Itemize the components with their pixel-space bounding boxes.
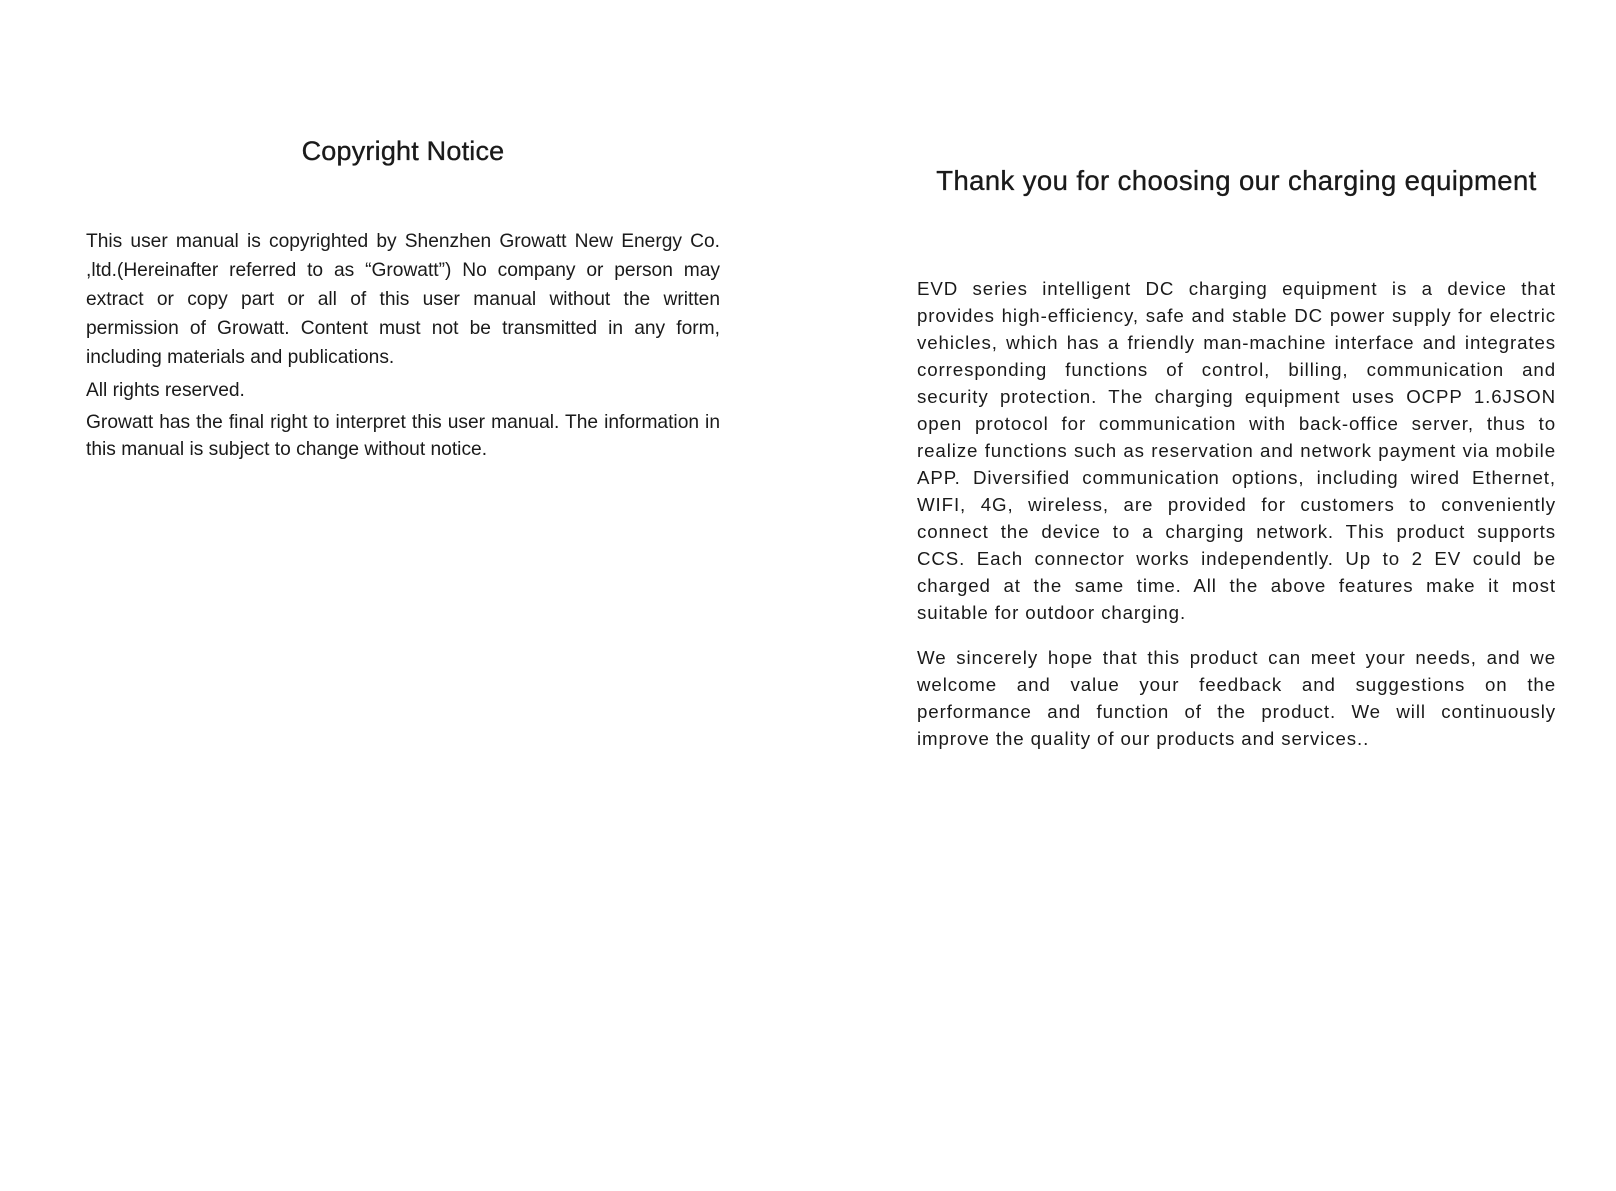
interpretation-paragraph: Growatt has the final right to interpret this user manual. The information in this manual is subject to change without notice. [86,412,720,460]
thank-you-body [917,275,1556,770]
product-description-paragraph: EVD series intelligent DC charging equipment is a device that provides high-efficiency, safe and stable DC power supply for electric vehicles, which has a friendly man-machine interface and integrates corresponding functions of control, billing, communication and security protection. The charging equipment uses OCPP 1.6JSON open protocol for communication with back-office server, thus to realize functions such as reservation and network payment via mobile APP. Diversified communication options, including wired Ethernet, WIFI, 4G, wireless, are provided for customers to conveniently connect the device to a charging network. This product supports CCS. Each connector works independently. Up to 2 EV could be charged at the same time. All the above features make it most suitable for outdoor charging. [917,278,1556,623]
copyright-paragraph: This user manual is copyrighted by Shenzhen Growatt New Energy Co. ,ltd.(Hereinafter referred to as “Growatt”) No company or person may extract or copy part or all of this user manual without the written permission of Growatt. Content must not be transmitted in any form, including materials and publications. [86,231,720,368]
copyright-title: Copyright Notice [301,136,505,166]
rights-reserved-paragraph: All rights reserved. [86,380,245,401]
copyright-body [86,227,720,468]
thank-you-title: Thank you for choosing our charging equipment [936,165,1537,196]
feedback-paragraph: We sincerely hope that this product can meet your needs, and we welcome and value your feedback and suggestions on the performance and function of the product. We will continuously improve the quality of our products and services.. [917,647,1556,749]
